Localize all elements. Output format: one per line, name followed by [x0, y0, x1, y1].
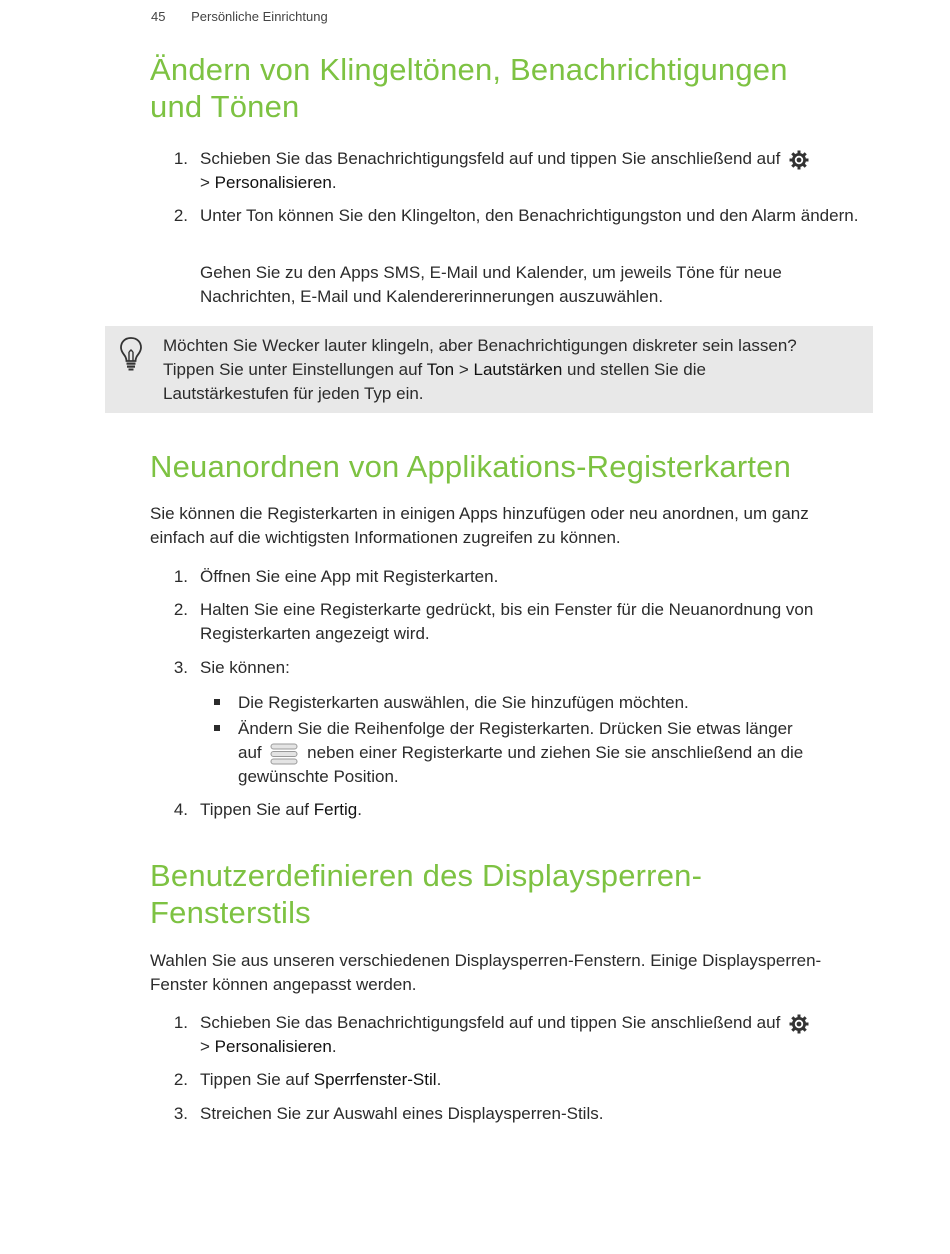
- step-number: 2.: [173, 1070, 188, 1089]
- link-personalisieren: Personalisieren: [214, 1037, 332, 1056]
- tip-line: Lautstärkestufen für jeden Typ ein.: [163, 384, 424, 403]
- punct: .: [436, 1070, 442, 1089]
- step-text: Tippen Sie auf: [200, 800, 314, 819]
- title-line: Benutzerdefinieren des Displaysperren-: [150, 858, 703, 893]
- step-text: Öffnen Sie eine App mit Registerkarten.: [200, 567, 499, 586]
- step-number: 1.: [173, 1013, 188, 1032]
- step-number: 3.: [173, 658, 188, 677]
- separator: >: [454, 360, 474, 379]
- tip-text: [163, 334, 863, 406]
- punct: .: [357, 800, 362, 819]
- section-title-ringtones: [150, 51, 788, 125]
- step-text: Unter Ton können Sie den Klingelton, den Benachrichtigungston und den Alarm ändern.: [200, 206, 859, 225]
- tip-text-part: Tippen Sie unter Einstellungen auf: [163, 360, 427, 379]
- separator: >: [200, 173, 215, 192]
- step-text: Sie können:: [200, 658, 290, 677]
- section-name: Persönliche Einrichtung: [191, 9, 328, 24]
- section-title-lockscreen: [150, 857, 702, 931]
- step-number: 2.: [173, 600, 188, 619]
- step-number: 3.: [173, 1104, 188, 1123]
- lockscreen-intro: Wahlen Sie aus unseren verschiedenen Displaysperren-Fenstern. Einige Displaysperren-Fenster können angepasst werden.: [150, 951, 822, 994]
- step-number: 4.: [173, 800, 188, 819]
- gear-icon: [789, 150, 809, 170]
- step-text: Schieben Sie das Benachrichtigungsfeld auf und tippen Sie anschließend auf: [200, 149, 781, 168]
- button-fertig: Fertig: [313, 800, 358, 819]
- bullet-line: gewünschte Position.: [238, 767, 399, 786]
- bullet-line: Ändern Sie die Reihenfolge der Registerkarten. Drücken Sie etwas länger: [238, 719, 793, 738]
- menu-lautstaerken: Lautstärken: [473, 360, 563, 379]
- lightbulb-icon: [119, 336, 143, 372]
- tabs-intro: Sie können die Registerkarten in einigen Apps hinzufügen oder neu anordnen, um ganz einfach auf die wichtigsten Informationen zugreifen zu können.: [150, 504, 809, 547]
- bullet-marker: [214, 725, 220, 731]
- punct: .: [331, 1037, 337, 1056]
- page-number: 45: [151, 9, 166, 24]
- step-number: 1.: [173, 149, 188, 168]
- bullet-text-part: auf: [238, 743, 262, 762]
- step-text: Tippen Sie auf: [200, 1070, 314, 1089]
- separator: >: [200, 1037, 215, 1056]
- title-line: Ändern von Klingeltönen, Benachrichtigungen: [150, 52, 788, 87]
- punct: .: [331, 173, 337, 192]
- bullet-text: Die Registerkarten auswählen, die Sie hinzufügen möchten.: [238, 693, 689, 712]
- step-number: 2.: [173, 206, 188, 225]
- tip-line: Möchten Sie Wecker lauter klingeln, aber Benachrichtigungen diskreter sein lassen?: [163, 336, 797, 355]
- tip-text-part: und stellen Sie die: [562, 360, 706, 379]
- section-title-tabs: Neuanordnen von Applikations-Registerkarten: [150, 449, 792, 484]
- step-text: Streichen Sie zur Auswahl eines Displaysperren-Stils.: [200, 1104, 604, 1123]
- step-text: Schieben Sie das Benachrichtigungsfeld auf und tippen Sie anschließend auf: [200, 1013, 781, 1032]
- step-text: Halten Sie eine Registerkarte gedrückt, bis ein Fenster für die Neuanordnung von Registerkarten angezeigt wird.: [200, 600, 814, 643]
- step-number: 1.: [173, 567, 188, 586]
- gear-icon: [789, 1014, 809, 1034]
- bullet-text-part: neben einer Registerkarte und ziehen Sie sie anschließend an die: [307, 743, 804, 762]
- bullet-marker: [214, 699, 220, 705]
- page-header: [151, 9, 328, 24]
- option-sperrfenster-stil: Sperrfenster-Stil: [313, 1070, 437, 1089]
- title-line: Fensterstils: [150, 895, 311, 930]
- drag-handle-icon: [270, 743, 298, 765]
- tip-box: [105, 326, 873, 413]
- link-personalisieren: Personalisieren: [214, 173, 332, 192]
- apps-note: Gehen Sie zu den Apps SMS, E-Mail und Kalender, um jeweils Töne für neue Nachrichten, E-Mail und Kalendererinnerungen auszuwählen.: [200, 263, 782, 306]
- title-line: und Tönen: [150, 89, 300, 124]
- menu-ton: Ton: [426, 360, 455, 379]
